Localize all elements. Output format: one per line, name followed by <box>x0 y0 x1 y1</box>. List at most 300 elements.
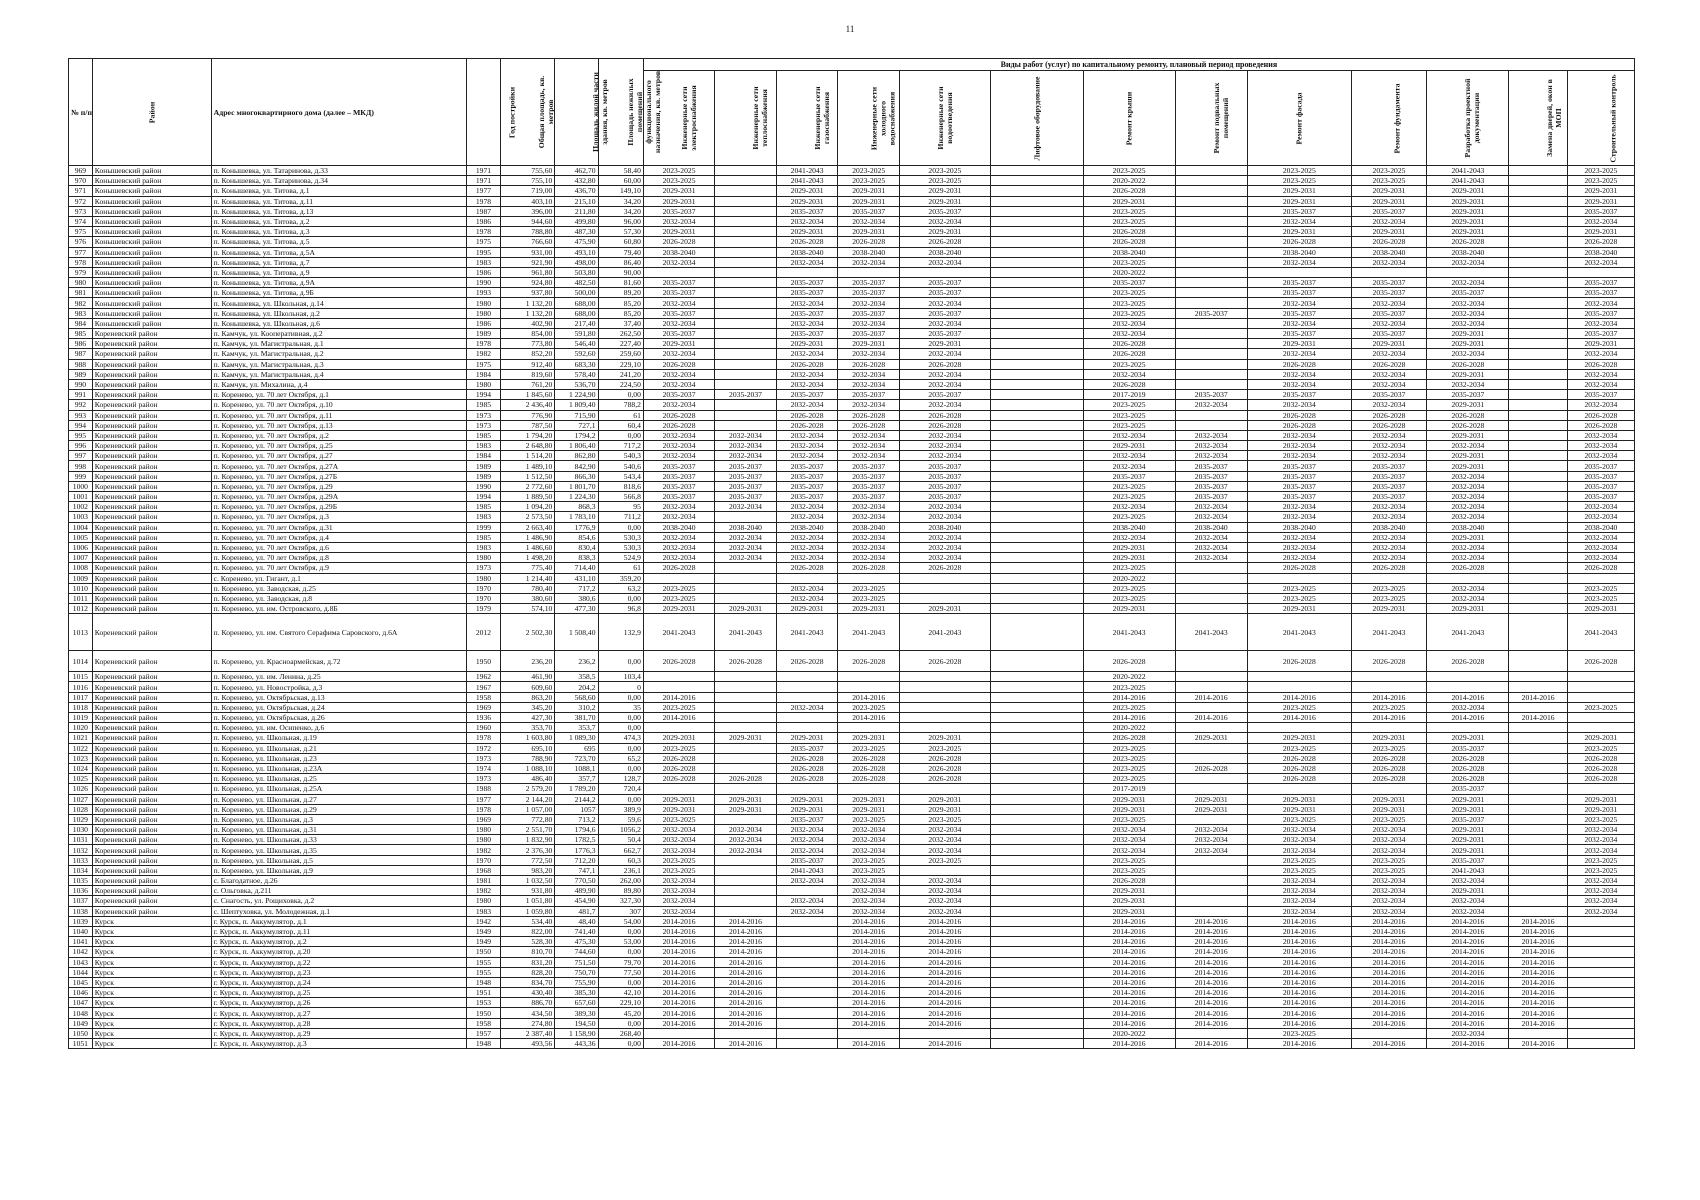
table-cell <box>990 166 1083 176</box>
table-cell: 2026-2028 <box>838 359 900 369</box>
table-cell: 2029-2031 <box>899 227 990 237</box>
table-cell: 2038-2040 <box>643 522 714 532</box>
table-cell <box>990 176 1083 186</box>
table-cell: 2023-2025 <box>899 855 990 865</box>
table-cell: 2023-2025 <box>1083 855 1175 865</box>
table-cell: 2035-2037 <box>899 481 990 491</box>
table-cell: п. Коренево, ул. 70 лет Октября, д.2 <box>211 430 466 440</box>
table-cell: 2014-2016 <box>1175 713 1247 723</box>
table-cell: 2032-2034 <box>1175 400 1247 410</box>
table-cell: 2023-2025 <box>1567 865 1634 875</box>
table-cell <box>899 573 990 583</box>
table-cell: 2014-2016 <box>1351 977 1427 987</box>
table-cell: 2014-2016 <box>715 937 777 947</box>
table-cell <box>1247 267 1351 277</box>
table-cell: п. Коренево, ул. 70 лет Октября, д.13 <box>211 420 466 430</box>
table-cell <box>990 743 1083 753</box>
table-cell <box>1509 825 1567 835</box>
table-cell: п. Коренево, ул. Красноармейская, д.72 <box>211 651 466 672</box>
table-row <box>69 825 1635 835</box>
table-cell <box>1509 753 1567 763</box>
table-cell: 2032-2034 <box>643 430 714 440</box>
table-cell: 2035-2037 <box>1427 390 1509 400</box>
table-cell: Кореневский район <box>92 855 211 865</box>
table-cell: Кореневский район <box>92 400 211 410</box>
table-cell: 540,3 <box>598 451 643 461</box>
table-cell: 1978 <box>466 339 501 349</box>
table-cell: 2026-2028 <box>643 651 714 672</box>
table-cell: 1950 <box>466 947 501 957</box>
table-cell: г. Курск, п. Аккумулятор, д.24 <box>211 977 466 987</box>
table-cell: 2029-2031 <box>715 733 777 743</box>
table-cell: 1980 <box>466 553 501 563</box>
table-cell: 979 <box>69 267 93 277</box>
table-cell: 2032-2034 <box>1567 216 1634 226</box>
table-cell: 2032-2034 <box>838 825 900 835</box>
table-cell: 1978 <box>466 733 501 743</box>
table-cell: 2029-2031 <box>1351 794 1427 804</box>
table-cell <box>1509 553 1567 563</box>
table-cell: 0,00 <box>598 763 643 773</box>
table-cell: 852,20 <box>501 349 555 359</box>
table-cell: Конышевский район <box>92 267 211 277</box>
table-cell: 2032-2034 <box>1175 512 1247 522</box>
table-cell: 2032-2034 <box>838 532 900 542</box>
table-cell <box>1509 166 1567 176</box>
table-cell: 2032-2034 <box>1247 845 1351 855</box>
table-cell: 477,30 <box>555 604 598 614</box>
table-cell: 1043 <box>69 957 93 967</box>
table-cell: 866,30 <box>555 471 598 481</box>
table-cell: 1999 <box>466 522 501 532</box>
table-cell: 2032-2034 <box>1427 298 1509 308</box>
table-cell: 1977 <box>466 186 501 196</box>
table-cell: 2032-2034 <box>643 896 714 906</box>
table-cell: 2032-2034 <box>1567 298 1634 308</box>
table-cell: 2029-2031 <box>1427 216 1509 226</box>
table-cell: п. Коренево, ул. 70 лет Октября, д.8 <box>211 553 466 563</box>
table-cell: 2032-2034 <box>643 400 714 410</box>
table-cell: 657,60 <box>555 998 598 1008</box>
table-cell: п. Коренево, ул. 70 лет Октября, д.29Б <box>211 502 466 512</box>
table-cell: 310,2 <box>555 702 598 712</box>
table-cell: 944,60 <box>501 216 555 226</box>
table-cell: 1794,2 <box>555 430 598 440</box>
table-cell: 2032-2034 <box>1351 379 1427 389</box>
table-cell: 992 <box>69 400 93 410</box>
table-cell: Кореневский район <box>92 804 211 814</box>
table-cell: 2023-2025 <box>899 814 990 824</box>
table-cell: 1000 <box>69 481 93 491</box>
table-cell <box>715 410 777 420</box>
table-cell: 2023-2025 <box>1567 166 1634 176</box>
table-cell: 2023-2025 <box>1351 702 1427 712</box>
table-cell: 2032-2034 <box>643 216 714 226</box>
table-row <box>69 369 1635 379</box>
table-cell: Кореневский район <box>92 553 211 563</box>
table-cell: 2032-2034 <box>776 532 838 542</box>
col-work-1: Инженерные сети электроснабжения <box>643 71 714 166</box>
table-cell: 2032-2034 <box>899 369 990 379</box>
table-cell: 2032-2034 <box>1567 430 1634 440</box>
table-cell <box>643 682 714 692</box>
table-cell: 2032-2034 <box>1427 1028 1509 1038</box>
table-cell: 2023-2025 <box>1083 743 1175 753</box>
table-cell <box>1351 723 1427 733</box>
table-cell: 2029-2031 <box>643 186 714 196</box>
table-cell: 714,40 <box>555 563 598 573</box>
table-cell: 2023-2025 <box>838 176 900 186</box>
table-cell: 2032-2034 <box>643 441 714 451</box>
table-cell: 2029-2031 <box>1427 825 1509 835</box>
table-cell: 2014-2016 <box>1427 967 1509 977</box>
table-cell: 2032-2034 <box>1351 886 1427 896</box>
table-cell: 2032-2034 <box>1427 481 1509 491</box>
table-cell: 2017-2019 <box>1083 784 1175 794</box>
table-cell: Конышевский район <box>92 247 211 257</box>
table-cell: 2029-2031 <box>1175 794 1247 804</box>
table-cell: 2020-2022 <box>1083 723 1175 733</box>
table-cell: п. Конышевка, ул. Татаринова, д.33 <box>211 166 466 176</box>
table-cell: 2023-2025 <box>1083 400 1175 410</box>
table-cell: 2041-2043 <box>1175 614 1247 651</box>
table-cell: 59,6 <box>598 814 643 824</box>
table-cell: 2026-2028 <box>1427 237 1509 247</box>
table-cell: 1 489,10 <box>501 461 555 471</box>
table-cell <box>899 713 990 723</box>
table-cell <box>990 916 1083 926</box>
table-cell: 2035-2037 <box>643 329 714 339</box>
table-cell <box>990 278 1083 288</box>
table-cell <box>1509 906 1567 916</box>
table-cell: 2014-2016 <box>899 1039 990 1049</box>
table-cell: 818,6 <box>598 481 643 491</box>
table-cell: 2029-2031 <box>1427 604 1509 614</box>
table-cell: п. Коренево, ул. 70 лет Октября, д.1 <box>211 390 466 400</box>
table-cell: 1985 <box>466 502 501 512</box>
table-cell: 776,90 <box>501 410 555 420</box>
table-cell <box>838 723 900 733</box>
table-cell: 971 <box>69 186 93 196</box>
table-cell: Конышевский район <box>92 237 211 247</box>
table-cell: 2026-2028 <box>776 359 838 369</box>
table-cell: 2035-2037 <box>776 288 838 298</box>
table-cell: 2014-2016 <box>715 926 777 936</box>
table-cell: 85,20 <box>598 298 643 308</box>
table-cell: 1980 <box>466 573 501 583</box>
table-cell: 2023-2025 <box>1083 865 1175 875</box>
table-cell <box>715 723 777 733</box>
table-cell <box>1175 573 1247 583</box>
table-cell: 2035-2037 <box>643 206 714 216</box>
table-cell: 2032-2034 <box>1567 369 1634 379</box>
table-cell: 2032-2034 <box>1427 318 1509 328</box>
table-cell: 2032-2034 <box>1567 845 1634 855</box>
table-cell: Кореневский район <box>92 614 211 651</box>
table-cell: 2038-2040 <box>643 247 714 257</box>
table-cell: п. Камчук, ул. Магистральная, д.2 <box>211 349 466 359</box>
table-cell <box>990 481 1083 491</box>
table-cell <box>899 672 990 682</box>
table-cell: 236,20 <box>501 651 555 672</box>
table-cell: г. Курск, п. Аккумулятор, д.23 <box>211 967 466 977</box>
table-cell <box>776 713 838 723</box>
table-cell: 2035-2037 <box>1175 481 1247 491</box>
table-cell: 1038 <box>69 906 93 916</box>
table-cell: 96,8 <box>598 604 643 614</box>
table-cell: 1 832,90 <box>501 835 555 845</box>
table-row <box>69 614 1635 651</box>
table-cell: 712,20 <box>555 855 598 865</box>
table-cell: 1046 <box>69 988 93 998</box>
table-cell: 969 <box>69 166 93 176</box>
table-cell: 2023-2025 <box>1083 682 1175 692</box>
table-cell: 2032-2034 <box>776 876 838 886</box>
table-cell: 2026-2028 <box>899 237 990 247</box>
table-cell: 2038-2040 <box>776 522 838 532</box>
table-cell: 1974 <box>466 763 501 773</box>
table-row <box>69 430 1635 440</box>
table-cell <box>776 977 838 987</box>
table-cell: 773,80 <box>501 339 555 349</box>
table-cell: 2035-2037 <box>1083 278 1175 288</box>
table-cell: 2026-2028 <box>1351 359 1427 369</box>
table-cell <box>715 906 777 916</box>
table-cell: 60,00 <box>598 176 643 186</box>
table-cell: 2035-2037 <box>1351 481 1427 491</box>
table-cell: 2032-2034 <box>1351 216 1427 226</box>
table-cell: 2032-2034 <box>838 502 900 512</box>
table-cell: 0,00 <box>598 723 643 733</box>
table-cell: 2032-2034 <box>1567 896 1634 906</box>
table-cell: 2029-2031 <box>899 604 990 614</box>
table-cell <box>1509 329 1567 339</box>
table-cell: 788,2 <box>598 400 643 410</box>
table-cell: 34,20 <box>598 206 643 216</box>
table-cell <box>990 267 1083 277</box>
table-cell <box>1509 410 1567 420</box>
table-cell: 2035-2037 <box>1567 461 1634 471</box>
table-cell <box>1567 692 1634 702</box>
table-cell <box>1427 267 1509 277</box>
table-cell: п. Коренево, ул. Школьная, д.25А <box>211 784 466 794</box>
table-cell: 2038-2040 <box>899 247 990 257</box>
table-cell: 2026-2028 <box>1351 774 1427 784</box>
table-cell: 2014-2016 <box>1083 967 1175 977</box>
table-cell: 2014-2016 <box>1083 1039 1175 1049</box>
table-cell: 1088,1 <box>555 763 598 773</box>
table-cell: 2014-2016 <box>1083 926 1175 936</box>
table-cell <box>776 672 838 682</box>
table-cell: 1029 <box>69 814 93 824</box>
table-cell: 60,3 <box>598 855 643 865</box>
table-cell: 750,70 <box>555 967 598 977</box>
table-cell: 1986 <box>466 318 501 328</box>
table-cell: 2029-2031 <box>838 227 900 237</box>
table-cell: 2032-2034 <box>1247 349 1351 359</box>
table-cell: 973 <box>69 206 93 216</box>
table-cell: 2029-2031 <box>1247 339 1351 349</box>
table-cell: 307 <box>598 906 643 916</box>
table-cell <box>990 855 1083 865</box>
table-cell: 2023-2025 <box>1247 743 1351 753</box>
table-cell: Курск <box>92 947 211 957</box>
table-cell: 2041-2043 <box>715 614 777 651</box>
table-cell: 2 436,40 <box>501 400 555 410</box>
table-cell: 1985 <box>466 532 501 542</box>
table-cell <box>990 865 1083 875</box>
table-cell: 1 806,40 <box>555 441 598 451</box>
table-cell: 2035-2037 <box>838 278 900 288</box>
table-cell: Кореневский район <box>92 471 211 481</box>
table-cell: 1983 <box>466 906 501 916</box>
table-cell: 2023-2025 <box>1083 774 1175 784</box>
table-cell: 2029-2031 <box>1083 553 1175 563</box>
table-cell: 2035-2037 <box>1247 492 1351 502</box>
table-cell: п. Коренево, ул. Школьная, д.27 <box>211 794 466 804</box>
table-cell: 1019 <box>69 713 93 723</box>
table-cell: 2026-2028 <box>776 420 838 430</box>
table-cell <box>990 573 1083 583</box>
table-cell: 972 <box>69 196 93 206</box>
table-cell: 1776,3 <box>555 845 598 855</box>
table-cell: 2029-2031 <box>1175 733 1247 743</box>
table-cell: 1 801,70 <box>555 481 598 491</box>
table-cell: 755,10 <box>501 176 555 186</box>
table-cell <box>1567 916 1634 926</box>
table-cell: 2026-2028 <box>899 763 990 773</box>
table-cell <box>1427 573 1509 583</box>
table-cell <box>715 593 777 603</box>
table-cell: 2023-2025 <box>643 176 714 186</box>
table-cell: 2038-2040 <box>1175 522 1247 532</box>
table-cell: 2014-2016 <box>1427 1008 1509 1018</box>
table-cell: 1982 <box>466 886 501 896</box>
table-row <box>69 267 1635 277</box>
table-cell: 0,00 <box>598 593 643 603</box>
table-cell <box>990 886 1083 896</box>
table-cell: 2035-2037 <box>776 743 838 753</box>
table-cell: Кореневский район <box>92 542 211 552</box>
table-cell <box>1509 451 1567 461</box>
table-cell: 2029-2031 <box>1083 542 1175 552</box>
table-cell: 2023-2025 <box>1247 593 1351 603</box>
table-cell <box>990 522 1083 532</box>
table-cell: 2032-2034 <box>838 216 900 226</box>
table-cell: 996 <box>69 441 93 451</box>
table-cell: 2032-2034 <box>715 542 777 552</box>
table-cell: 2020-2022 <box>1083 573 1175 583</box>
table-cell: Кореневский район <box>92 451 211 461</box>
table-cell: Курск <box>92 937 211 947</box>
table-cell: 990 <box>69 379 93 389</box>
table-cell: 924,80 <box>501 278 555 288</box>
table-cell: 2014-2016 <box>899 1008 990 1018</box>
table-cell: Кореневский район <box>92 430 211 440</box>
table-row <box>69 329 1635 339</box>
table-cell: 2035-2037 <box>643 471 714 481</box>
table-cell <box>1567 682 1634 692</box>
table-cell: 2020-2022 <box>1083 176 1175 186</box>
table-cell <box>1509 430 1567 440</box>
table-cell <box>1509 672 1567 682</box>
table-cell: 0,00 <box>598 713 643 723</box>
table-cell <box>1175 886 1247 896</box>
table-cell: 0 <box>598 682 643 692</box>
table-cell: 2032-2034 <box>776 216 838 226</box>
table-cell: Кореневский район <box>92 481 211 491</box>
table-cell: 2026-2028 <box>899 753 990 763</box>
table-cell: 2032-2034 <box>715 532 777 542</box>
table-cell <box>990 774 1083 784</box>
table-cell: 1035 <box>69 876 93 886</box>
table-cell: 2041-2043 <box>776 865 838 875</box>
table-cell: 2035-2037 <box>899 308 990 318</box>
table-cell: 2032-2034 <box>1247 502 1351 512</box>
table-cell: 2032-2034 <box>899 379 990 389</box>
table-cell: 2032-2034 <box>1083 532 1175 542</box>
table-cell: 2035-2037 <box>1247 329 1351 339</box>
table-cell: 380,6 <box>555 593 598 603</box>
table-cell: 1042 <box>69 947 93 957</box>
table-cell <box>990 349 1083 359</box>
table-cell <box>990 441 1083 451</box>
table-cell: 2 663,40 <box>501 522 555 532</box>
table-row <box>69 855 1635 865</box>
table-cell: 2026-2028 <box>899 359 990 369</box>
table-cell: 2014-2016 <box>643 916 714 926</box>
table-cell: 921,90 <box>501 257 555 267</box>
table-cell: п. Конышевка, ул. Титова, д.9 <box>211 267 466 277</box>
table-cell: 2029-2031 <box>1567 339 1634 349</box>
table-cell <box>1567 1039 1634 1049</box>
table-cell: 2029-2031 <box>1427 430 1509 440</box>
table-row <box>69 257 1635 267</box>
table-cell <box>899 682 990 692</box>
table-cell: 2014-2016 <box>715 988 777 998</box>
col-work-9: Ремонт фасада <box>1247 71 1351 166</box>
table-cell: 430,40 <box>501 988 555 998</box>
table-cell: 2029-2031 <box>1427 329 1509 339</box>
table-cell: с. Снагость, ул. Рощиховка, д.2 <box>211 896 466 906</box>
table-cell <box>1175 318 1247 328</box>
table-cell: 727,1 <box>555 420 598 430</box>
table-cell: 2012 <box>466 614 501 651</box>
table-cell: 61 <box>598 563 643 573</box>
table-cell <box>990 563 1083 573</box>
table-cell: 2029-2031 <box>1427 369 1509 379</box>
table-row <box>69 977 1635 987</box>
table-cell <box>715 206 777 216</box>
table-cell: 2026-2028 <box>1567 563 1634 573</box>
table-cell: 357,7 <box>555 774 598 784</box>
table-cell <box>990 998 1083 1008</box>
table-cell: 2014-2016 <box>1175 957 1247 967</box>
table-cell: 77,50 <box>598 967 643 977</box>
table-cell: 2023-2025 <box>1351 166 1427 176</box>
table-cell: 2035-2037 <box>1567 481 1634 491</box>
table-cell: 2023-2025 <box>838 865 900 875</box>
table-cell: 2014-2016 <box>715 916 777 926</box>
table-cell <box>1509 784 1567 794</box>
table-cell: 2014-2016 <box>1509 1008 1567 1018</box>
table-cell: 2023-2025 <box>1083 563 1175 573</box>
table-cell: Кореневский район <box>92 369 211 379</box>
table-cell <box>1509 763 1567 773</box>
table-cell: 1983 <box>466 441 501 451</box>
table-cell: 2032-2034 <box>1567 512 1634 522</box>
table-cell: 1973 <box>466 563 501 573</box>
